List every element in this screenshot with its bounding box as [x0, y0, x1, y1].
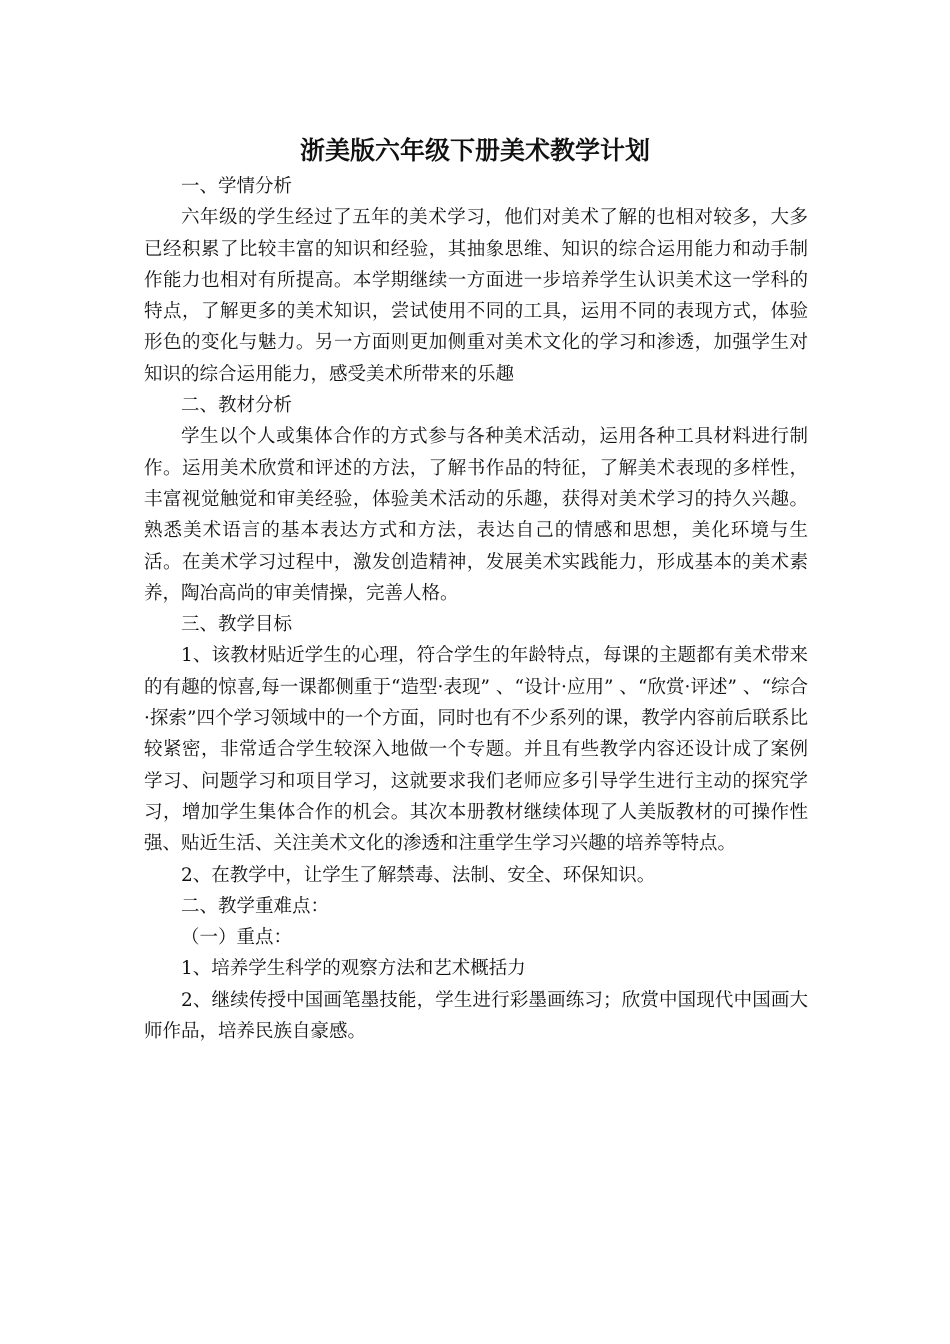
paragraph-key-point-2: 2、继续传授中国画笔墨技能，学生进行彩墨画练习；欣赏中国现代中国画大师作品，培养民族自豪感。 [144, 989, 808, 1043]
page-title: 浙美版六年级下册美术教学计划 [299, 136, 650, 165]
document-body [144, 171, 808, 1047]
heading-learner-analysis: 一、学情分析 [181, 176, 293, 197]
paragraph-goal-2: 2、在教学中，让学生了解禁毒、法制、安全、环保知识。 [181, 864, 656, 886]
heading-teaching-goals: 三、教学目标 [181, 614, 293, 636]
paragraph-key-point-1: 1、培养学生科学的观察方法和艺术概括力 [181, 958, 526, 980]
paragraph-goal-1: 1、该教材贴近学生的心理，符合学生的年龄特点，每课的主题都有美术带来的有趣的惊喜,每一课都侧重于“造型·表现” 、“设计·应用” 、“欣赏·评述” 、“综合·探索”四个学习领域中的一个方面，同时也有不少系列的课，教学内容前后联系比较紧密，非常适合学生较深入地做一个专题。并且有些教学内容还设计成了案例学习、问题学习和项目学习，这就要求我们老师应多引导学生进行主动的探究学习，增加学生集体合作的机会。其次本册教材继续体现了人美版教材的可操作性强、贴近生活、关注美术文化的渗透和注重学生学习兴趣的培养等特点。 [144, 645, 808, 855]
paragraph-textbook-analysis: 学生以个人或集体合作的方式参与各种美术活动，运用各种工具材料进行制作。运用美术欣赏和评述的方法，了解书作品的特征，了解美术表现的多样性，丰富视觉触觉和审美经验，体验美术活动的乐趣，获得对美术学习的持久兴趣。熟悉美术语言的基本表达方式和方法，表达自己的情感和思想，美化环境与生活。在美术学习过程中，激发创造精神，发展美术实践能力，形成基本的美术素养，陶冶高尚的审美情操，完善人格。 [144, 426, 808, 604]
paragraph-learner-analysis: 六年级的学生经过了五年的美术学习，他们对美术了解的也相对较多，大多已经积累了比较丰富的知识和经验，其抽象思维、知识的综合运用能力和动手制作能力也相对有所提高。本学期继续一方面进一步培养学生认识美术这一学科的特点，了解更多的美术知识，尝试使用不同的工具，运用不同的表现方式，体验形色的变化与魅力。另一方面则更加侧重对美术文化的学习和渗透，加强学生对知识的综合运用能力，感受美术所带来的乐趣 [144, 207, 808, 385]
subheading-key-points: （一）重点： [181, 927, 293, 949]
heading-textbook-analysis: 二、教材分析 [181, 395, 293, 417]
heading-key-difficulties: 二、教学重难点： [181, 895, 330, 917]
